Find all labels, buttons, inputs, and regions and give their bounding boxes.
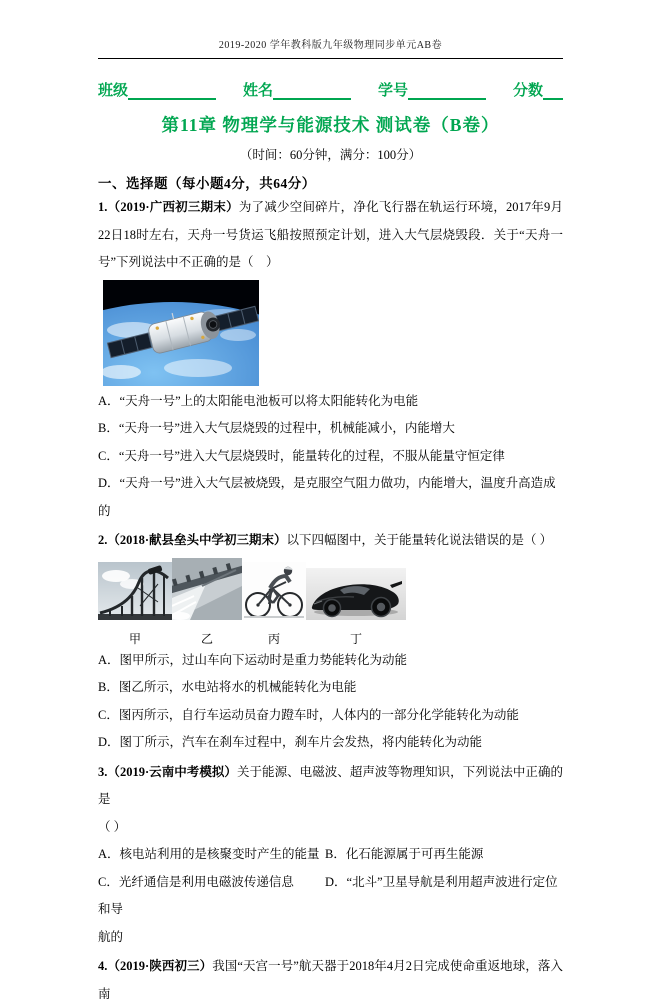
question-2-number-source: 2.（2018·献县垒头中学初三期末） [98,533,287,547]
question-3-option-c: C．光纤通信是利用电磁波传递信息 [98,874,294,889]
question-3-number-source: 3.（2019·云南中考模拟） [98,764,237,779]
dam-photo [172,558,242,625]
time-score-note: （时间：60分钟，满分：100分） [239,148,422,162]
question-1-stem [98,194,563,277]
student-id-field [378,79,486,100]
sports-car-photo [306,568,406,625]
figure-yi-label: 乙 [200,631,213,646]
question-1-option-c: C．“天舟一号”进入大气层烧毁时，能量转化的过程，不服从能量守恒定律 [98,448,505,463]
roller-coaster-photo [98,562,172,625]
class-label: 班级 [98,83,129,99]
figure-ding-label: 丁 [349,631,362,646]
question-1-number-source: 1.（2019·广西初三期末） [98,200,239,214]
header-course-title: 2019-2020 学年教科版九年级物理同步单元AB卷 [218,40,443,51]
student-id-blank-line [408,84,486,100]
question-2-stem [98,527,563,555]
question-1-option-a: A．“天舟一号”上的太阳能电池板可以将太阳能转化为电能 [98,393,419,408]
name-label: 姓名 [242,83,273,99]
cyclist-photo [242,562,306,625]
student-info-row [98,79,563,100]
question-1-option-d: D．“天舟一号”进入大气层被烧毁，是克服空气阻力做功，内能增大，温度升高造成的 [98,476,556,518]
question-3-answer-brackets: （ ） [98,819,127,834]
question-3-option-d: D．“北斗”卫星导航是利用超声波进行定位和导 [98,874,558,916]
question-3-option-d-overflow: 航的 [98,929,124,944]
question-2-text: 以下四幅图中，关于能量转化说法错误的是（ ） [286,533,553,547]
cyclist-icon [242,562,306,620]
score-blank-line [543,84,563,100]
question-2-option-b: B．图乙所示，水电站将水的机械能转化为电能 [98,680,357,694]
figure-jia-roller-coaster [98,562,172,647]
question-2-option-d: D．图丁所示，汽车在刹车过程中，刹车片会发热，将内能转化为动能 [98,735,483,749]
figure-bing-label: 丙 [267,631,280,646]
class-field [98,79,216,100]
spacecraft-earth-photo [103,280,259,386]
question-2-figures [98,558,563,647]
section-1-heading: 一、选择题（每小题4分，共64分） [98,176,316,191]
figure-jia-label: 甲 [128,631,141,646]
score-field [513,79,563,100]
question-1-option-b: B．“天舟一号”进入大气层烧毁的过程中，机械能减小，内能增大 [98,421,455,435]
question-4-text: 我国“天宫一号”航天器于2018年4月2日完成使命重返地球，落入南 [98,959,563,1001]
class-blank-line [128,84,216,100]
figure-ding-sports-car [306,568,406,647]
question-1-text: 为了减少空间碎片，净化飞行器在轨运行环境，2017年9月22日18时左右，天舟一号货运飞船按照预定计划，进入大气层烧毁段．关于“天舟一号”下列说法中不正确的是（ ） [98,200,563,269]
document-header [98,36,563,59]
paper-title: 第11章 物理学与能源技术 测试卷（B卷） [161,115,500,135]
name-field [243,79,351,100]
figure-bing-cyclist [242,562,306,647]
question-3-option-a: A．核电站利用的是核聚变时产生的能量 [98,847,320,861]
question-4-stem [98,953,563,1008]
question-3-options-row-2 [98,869,563,924]
score-label: 分数 [512,83,543,99]
question-2-option-c: C．图丙所示，自行车运动员奋力蹬车时，人体内的一部分化学能转化为动能 [98,707,519,722]
question-1-figure-spacecraft [103,280,259,386]
question-3-option-b: B．化石能源属于可再生能源 [325,847,484,861]
student-id-label: 学号 [377,83,408,99]
question-2-option-a: A．图甲所示，过山车向下运动时是重力势能转化为动能 [98,652,408,667]
question-3-stem [98,759,563,814]
roller-coaster-icon [98,562,172,620]
figure-yi-hydro-dam [172,558,242,647]
question-3-options-row-1 [98,841,563,869]
question-3-text: 关于能源、电磁波、超声波等物理知识，下列说法中正确的是 [98,764,563,806]
question-4-number-source: 4.（2019·陕西初三） [98,959,213,973]
sports-car-icon [306,568,406,620]
name-blank-line [273,84,351,100]
dam-icon [172,558,242,620]
